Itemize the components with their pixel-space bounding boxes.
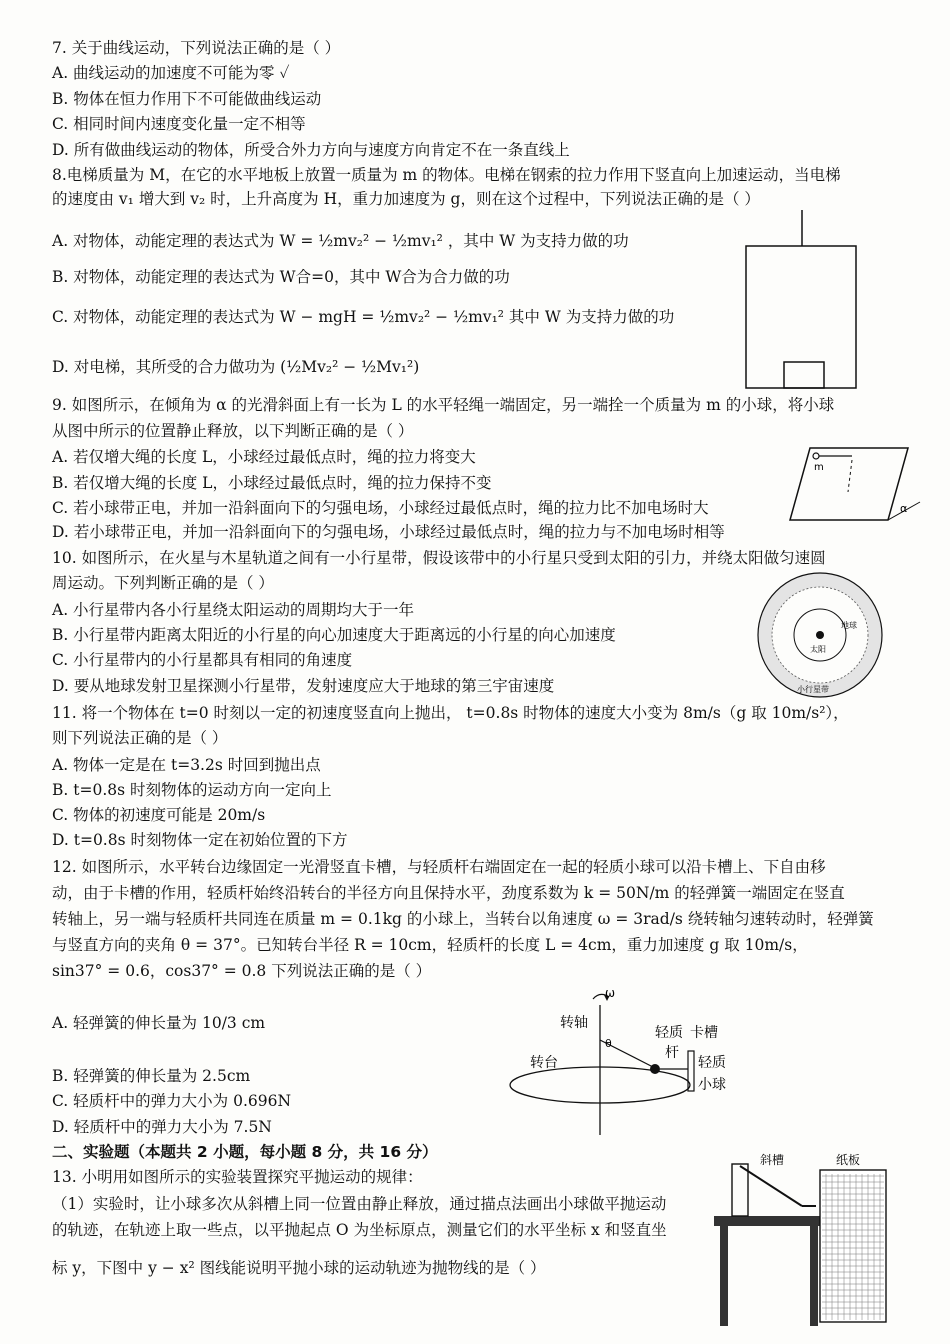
rod-label-1: 轻质 bbox=[655, 1025, 683, 1041]
chute-label: 斜槽 bbox=[760, 1153, 785, 1167]
q10-option-a: A. 小行星带内各小行星绕太阳运动的周期均大于一年 bbox=[52, 601, 415, 619]
q13-part1-line3: 标 y，下图中 y − x² 图线能说明平抛小球的运动轨迹为抛物线的是（ ） bbox=[52, 1259, 546, 1277]
q13-part1-line1: （1）实验时，让小球多次从斜槽上同一位置由静止释放，通过描点法画出小球做平抛运动 bbox=[52, 1195, 667, 1213]
q12-stem-1: 12. 如图所示，水平转台边缘固定一光滑竖直卡槽，与轻质杆右端固定在一起的轻质小球可以沿卡槽上、下自由移 bbox=[52, 858, 826, 876]
incline-angle-label: α bbox=[900, 502, 908, 515]
q11-stem-1: 11. 将一个物体在 t=0 时刻以一定的初速度竖直向上抛出， t=0.8s 时物体的速度大小变为 8m/s（g 取 10m/s²）， bbox=[52, 704, 849, 722]
turntable-figure bbox=[505, 985, 745, 1145]
q8-option-a: A. 对物体，动能定理的表达式为 W = ½mv₂² − ½mv₁² ，其中 W 为支持力做的功 bbox=[52, 232, 629, 250]
projectile-apparatus-figure bbox=[712, 1150, 892, 1330]
q8-option-d: D. 对电梯，其所受的合力做功为 (½Mv₂² − ½Mv₁²) bbox=[52, 358, 420, 376]
q10-stem-2: 周运动。下列判断正确的是（ ） bbox=[52, 574, 274, 592]
ball-label-2: 小球 bbox=[698, 1077, 726, 1093]
belt-label: 小行星带 bbox=[797, 685, 829, 694]
q7-option-c: C. 相同时间内速度变化量一定不相等 bbox=[52, 115, 306, 133]
q8-option-b: B. 对物体，动能定理的表达式为 W合=0，其中 W合为合力做的功 bbox=[52, 268, 510, 286]
q11-option-b: B. t=0.8s 时刻物体的运动方向一定向上 bbox=[52, 781, 332, 799]
q12-stem-2: 动，由于卡槽的作用，轻质杆始终沿转台的半径方向且保持水平，劲度系数为 k = 50N/m 的轻弹簧一端固定在竖直 bbox=[52, 884, 845, 902]
axis-label: 转轴 bbox=[560, 1015, 588, 1031]
q8-stem-1: 8.电梯质量为 M，在它的水平地板上放置一质量为 m 的物体。电梯在钢索的拉力作用下竖直向上加速运动，当电梯 bbox=[52, 166, 841, 184]
q9-option-b: B. 若仅增大绳的长度 L，小球经过最低点时，绳的拉力保持不变 bbox=[52, 474, 492, 492]
q12-option-a: A. 轻弹簧的伸长量为 10/3 cm bbox=[52, 1014, 266, 1032]
slot-label: 卡槽 bbox=[690, 1025, 718, 1041]
q10-option-d: D. 要从地球发射卫星探测小行星带，发射速度应大于地球的第三宇宙速度 bbox=[52, 677, 555, 695]
q11-stem-2: 则下列说法正确的是（ ） bbox=[52, 729, 228, 747]
q9-stem-2: 从图中所示的位置静止释放，以下判断正确的是（ ） bbox=[52, 422, 414, 440]
q7-option-a: A. 曲线运动的加速度不可能为零 ✓ bbox=[52, 64, 290, 82]
asteroid-belt-figure bbox=[755, 570, 885, 700]
elevator-figure bbox=[740, 210, 860, 390]
q9-option-c: C. 若小球带正电，并加一沿斜面向下的匀强电场，小球经过最低点时，绳的拉力比不加电场时大 bbox=[52, 499, 709, 517]
theta-label: θ bbox=[605, 1037, 612, 1050]
q13-stem: 13. 小明用如图所示的实验装置探究平抛运动的规律： bbox=[52, 1168, 423, 1186]
q12-option-b: B. 轻弹簧的伸长量为 2.5cm bbox=[52, 1067, 251, 1085]
q9-stem-1: 9. 如图所示，在倾角为 α 的光滑斜面上有一长为 L 的水平轻绳一端固定，另一端拴一个质量为 m 的小球，将小球 bbox=[52, 396, 835, 414]
q10-option-c: C. 小行星带内的小行星都具有相同的角速度 bbox=[52, 651, 353, 669]
q12-stem-4: 与竖直方向的夹角 θ = 37°。已知转台半径 R = 10cm，轻质杆的长度 L = 4cm，重力加速度 g 取 10m/s， bbox=[52, 936, 808, 954]
q11-option-a: A. 物体一定是在 t=3.2s 时回到抛出点 bbox=[52, 756, 321, 774]
q13-part1-line2: 的轨迹，在轨迹上取一些点，以平抛起点 O 为坐标原点，测量它们的水平坐标 x 和竖直坐 bbox=[52, 1221, 667, 1239]
incline-mass-label: m bbox=[814, 462, 824, 473]
q11-option-d: D. t=0.8s 时刻物体一定在初始位置的下方 bbox=[52, 831, 348, 849]
rod-label-2: 杆 bbox=[665, 1045, 679, 1061]
table-label: 转台 bbox=[530, 1055, 558, 1071]
q12-option-c: C. 轻质杆中的弹力大小为 0.696N bbox=[52, 1092, 292, 1110]
q12-option-d: D. 轻质杆中的弹力大小为 7.5N bbox=[52, 1118, 272, 1136]
q7-option-d: D. 所有做曲线运动的物体，所受合外力方向与速度方向肯定不在一条直线上 bbox=[52, 141, 570, 159]
q7-stem: 7. 关于曲线运动，下列说法正确的是（ ） bbox=[52, 39, 341, 57]
q9-option-d: D. 若小球带正电，并加一沿斜面向下的匀强电场，小球经过最低点时，绳的拉力与不加电场时相等 bbox=[52, 523, 725, 541]
earth-label: 地球 bbox=[841, 621, 857, 630]
q8-option-c: C. 对物体，动能定理的表达式为 W − mgH = ½mv₂² − ½mv₁² 其中 W 为支持力做的功 bbox=[52, 308, 675, 326]
q12-stem-3: 转轴上，另一端与轻质杆共同连在质量 m = 0.1kg 的小球上，当转台以角速度 ω = 3rad/s 绕转轴匀速转动时，轻弹簧 bbox=[52, 910, 874, 928]
q11-option-c: C. 物体的初速度可能是 20m/s bbox=[52, 806, 266, 824]
sun-label: 太阳 bbox=[810, 645, 826, 654]
ball-label-1: 轻质 bbox=[698, 1055, 726, 1071]
board-label: 纸板 bbox=[836, 1153, 861, 1167]
q12-stem-5: sin37° = 0.6，cos37° = 0.8 下列说法正确的是（ ） bbox=[52, 962, 432, 980]
incline-figure bbox=[780, 440, 920, 530]
section-2-heading: 二、实验题（本题共 2 小题，每小题 8 分，共 16 分） bbox=[52, 1143, 438, 1161]
q10-option-b: B. 小行星带内距离太阳近的小行星的向心加速度大于距离远的小行星的向心加速度 bbox=[52, 626, 616, 644]
q8-stem-2: 的速度由 v₁ 增大到 v₂ 时，上升高度为 H，重力加速度为 g，则在这个过程中，下列说法正确的是（ ） bbox=[52, 190, 760, 208]
q9-option-a: A. 若仅增大绳的长度 L，小球经过最低点时，绳的拉力将变大 bbox=[52, 448, 476, 466]
q7-option-b: B. 物体在恒力作用下不可能做曲线运动 bbox=[52, 90, 322, 108]
q10-stem-1: 10. 如图所示，在火星与木星轨道之间有一小行星带，假设该带中的小行星只受到太阳的引力，并绕太阳做匀速圆 bbox=[52, 549, 826, 567]
omega-label: ω bbox=[605, 986, 616, 1000]
